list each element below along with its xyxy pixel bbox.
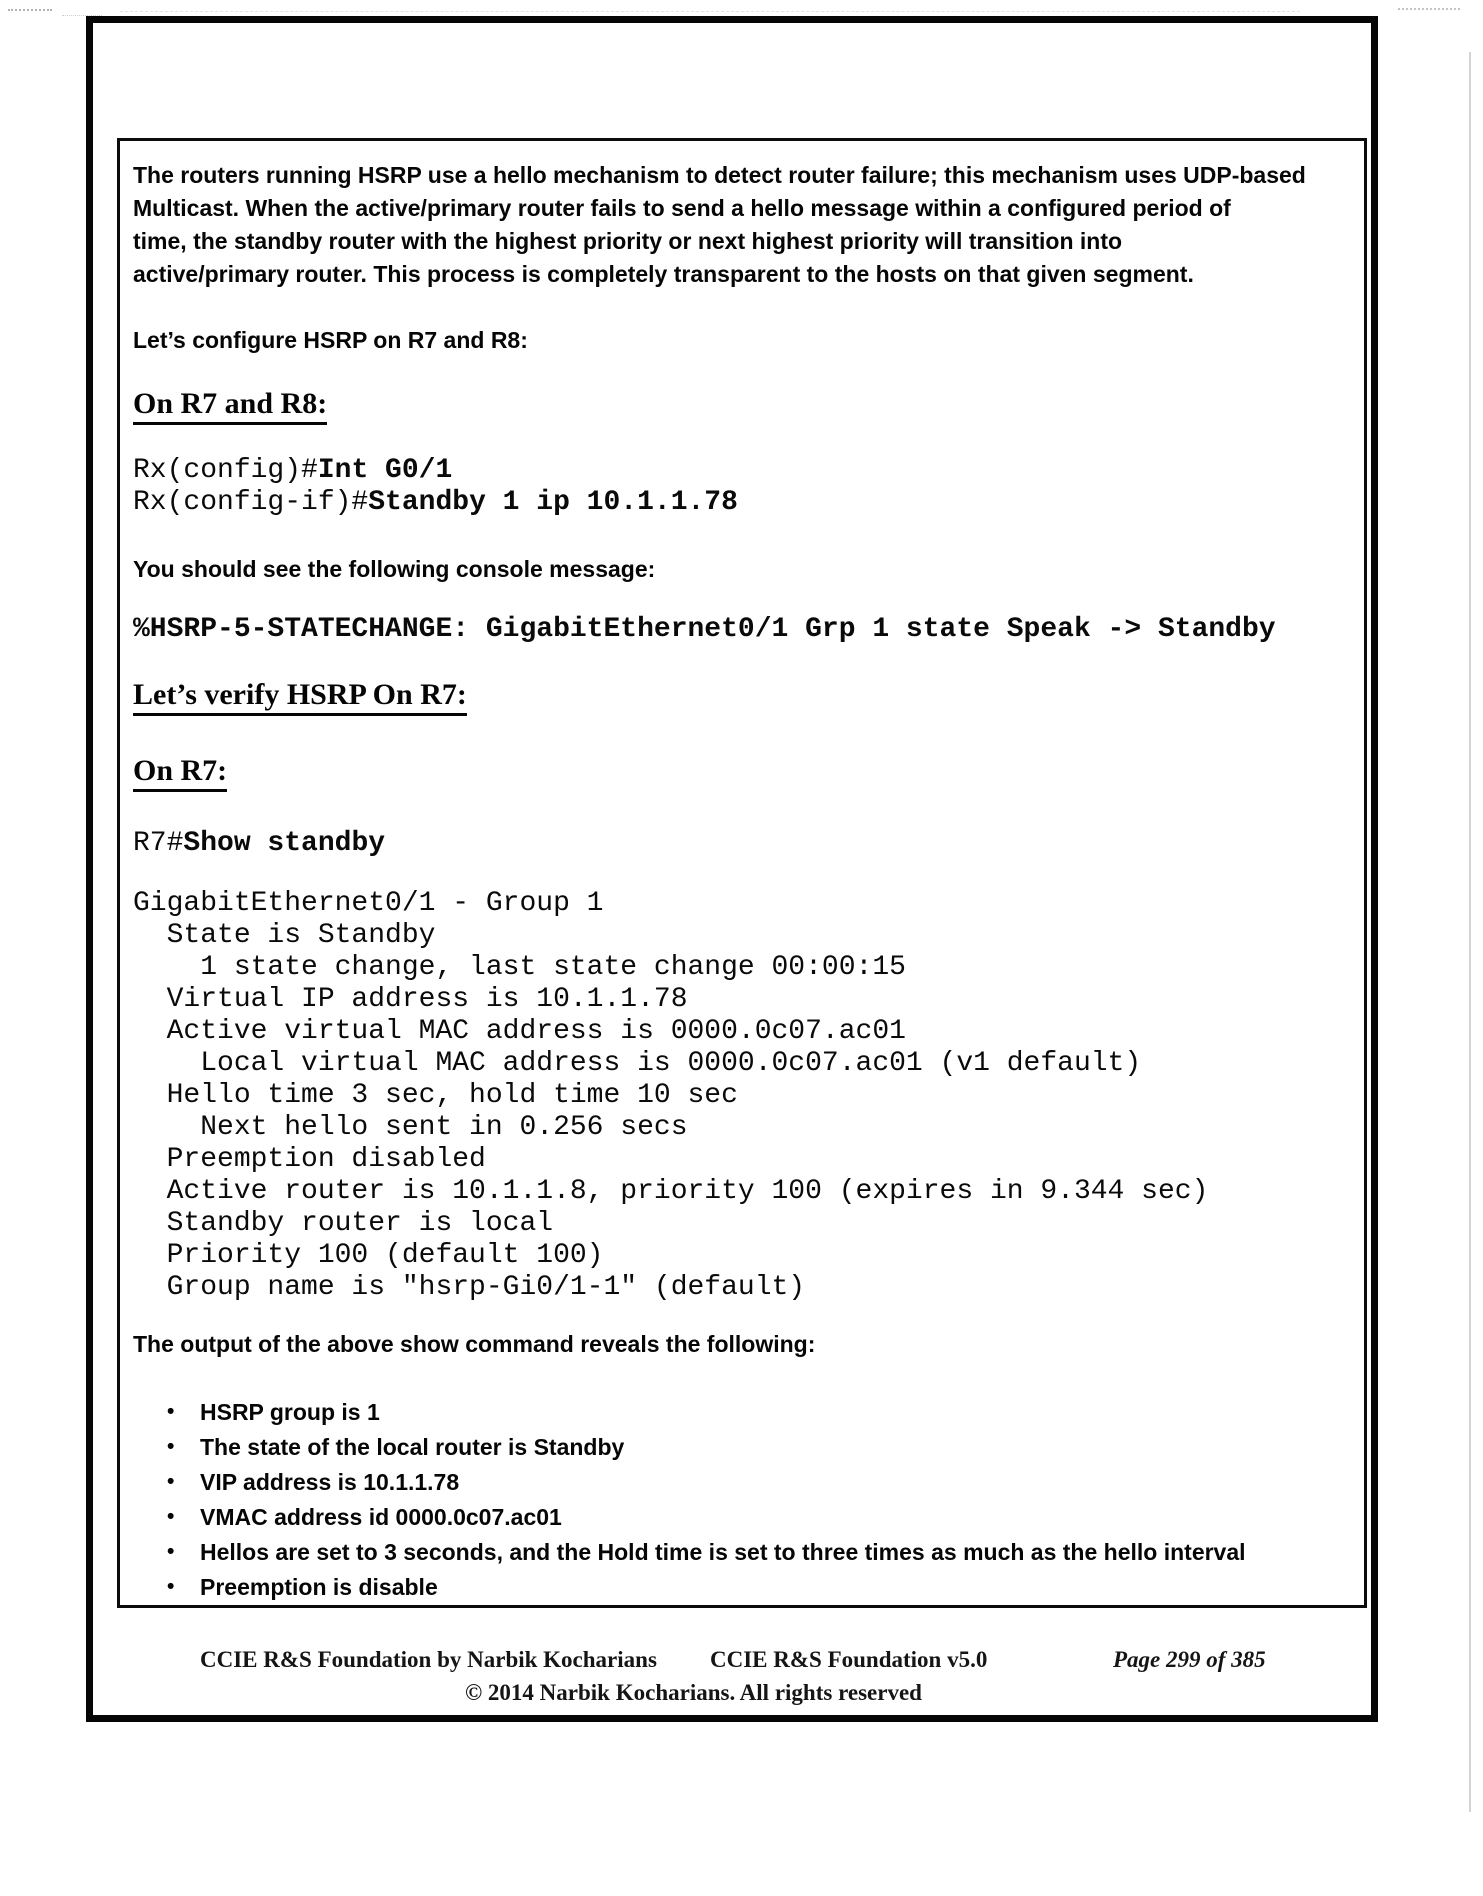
cli-prompt: Rx(config-if)#	[133, 487, 369, 518]
output-line: Local virtual MAC address is 0000.0c07.ac01 (v1 default)	[133, 1048, 1142, 1079]
bullet-text: HSRP group is 1	[200, 1399, 380, 1425]
footer-book-title: CCIE R&S Foundation by Narbik Kocharians	[200, 1647, 657, 1672]
cli-prompt: Rx(config)#	[133, 455, 318, 486]
configure-lead: Let’s configure HSRP on R7 and R8:	[133, 327, 528, 353]
footer-version: CCIE R&S Foundation v5.0	[710, 1647, 988, 1672]
console-message: %HSRP-5-STATECHANGE: GigabitEthernet0/1 Grp 1 state Speak -> Standby	[133, 614, 1276, 645]
cli-line	[133, 487, 1354, 519]
heading-text: Let’s verify HSRP On R7:	[133, 678, 467, 716]
intro-paragraph	[133, 159, 1354, 291]
bullet-text: Hellos are set to 3 seconds, and the Hold time is set to three times as much as the hello interval	[200, 1539, 1246, 1565]
page-frame	[86, 16, 1378, 1722]
cli-command: Standby 1 ip 10.1.1.78	[368, 487, 738, 518]
intro-line: time, the standby router with the highest priority or next highest priority will transition into	[133, 228, 1123, 254]
output-line: Hello time 3 sec, hold time 10 sec	[133, 1080, 738, 1111]
output-line: State is Standby	[133, 920, 436, 951]
footer-row	[93, 1647, 1371, 1678]
heading-verify-hsrp	[133, 676, 1354, 716]
output-line: Active virtual MAC address is 0000.0c07.ac01	[133, 1016, 906, 1047]
output-line: Group name is "hsrp-Gi0/1-1" (default)	[133, 1272, 806, 1303]
output-note: The output of the above show command reveals the following:	[133, 1331, 816, 1357]
bullet-text: The state of the local router is Standby	[200, 1434, 625, 1460]
bullet-item	[133, 1430, 1354, 1465]
bullet-item	[133, 1465, 1354, 1500]
output-line: Preemption disabled	[133, 1144, 486, 1175]
bullet-item	[133, 1395, 1354, 1430]
cli-command: Show standby	[183, 828, 386, 859]
cli-line	[133, 455, 1354, 487]
bullet-text: VMAC address id 0000.0c07.ac01	[200, 1504, 562, 1530]
show-standby-output	[133, 888, 1354, 1304]
cli-prompt: R7#	[133, 828, 184, 859]
output-line: GigabitEthernet0/1 - Group 1	[133, 888, 604, 919]
scan-artifact-speck	[8, 9, 52, 11]
bullet-item	[133, 1535, 1354, 1570]
bullet-text: VIP address is 10.1.1.78	[200, 1469, 460, 1495]
scan-artifact-streak	[120, 11, 1300, 12]
footer-page-number: Page 299 of 385	[1113, 1647, 1266, 1672]
footer-copyright: © 2014 Narbik Kocharians. All rights reserved	[465, 1680, 922, 1705]
output-line: 1 state change, last state change 00:00:15	[133, 952, 906, 983]
output-line: Next hello sent in 0.256 secs	[133, 1112, 688, 1143]
output-line: Priority 100 (default 100)	[133, 1240, 604, 1271]
output-line: Active router is 10.1.1.8, priority 100 (expires in 9.344 sec)	[133, 1176, 1209, 1207]
content-box	[117, 138, 1367, 1608]
cli-command: Int G0/1	[317, 455, 453, 486]
heading-on-r7	[133, 752, 1354, 792]
heading-text: On R7 and R8:	[133, 387, 327, 425]
bullet-item	[133, 1500, 1354, 1535]
show-standby-command	[133, 828, 1354, 860]
page-footer	[93, 1647, 1371, 1706]
bullet-list	[133, 1395, 1354, 1605]
config-command-block	[133, 455, 1354, 519]
bullet-item	[133, 1570, 1354, 1605]
heading-text: On R7:	[133, 754, 227, 792]
output-line: Standby router is local	[133, 1208, 554, 1239]
heading-on-r7-and-r8	[133, 385, 1354, 425]
intro-line: The routers running HSRP use a hello mechanism to detect router failure; this mechanism uses UDP-based	[133, 162, 1306, 188]
bullet-text: Preemption is disable	[200, 1574, 438, 1600]
output-line: Virtual IP address is 10.1.1.78	[133, 984, 688, 1015]
scan-artifact-edge-line	[1469, 52, 1471, 1812]
scan-artifact-speck	[1398, 8, 1460, 10]
console-note: You should see the following console message:	[133, 556, 656, 582]
intro-line: Multicast. When the active/primary router fails to send a hello message within a configured period of	[133, 195, 1231, 221]
intro-line: active/primary router. This process is completely transparent to the hosts on that given segment.	[133, 261, 1194, 287]
